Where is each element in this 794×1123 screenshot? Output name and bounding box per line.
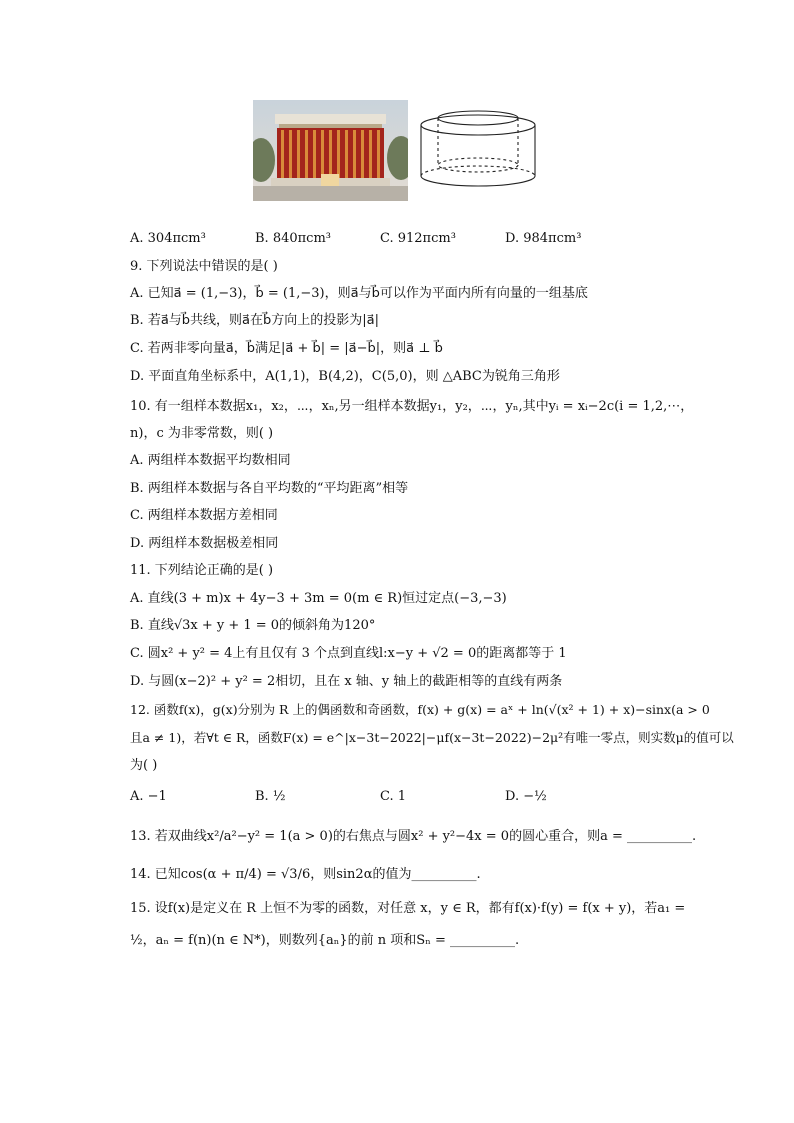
- q12-stem-line3: 为( ): [130, 758, 158, 773]
- q10-option-b: B. 两组样本数据与各自平均数的“平均距离”相等: [130, 481, 409, 496]
- cylinder-diagram: [415, 102, 545, 206]
- q12-option-c: C. 1: [380, 789, 407, 804]
- q8-option-b: B. 840πcm³: [255, 231, 331, 246]
- q10-stem-line1: 10. 有一组样本数据x₁，x₂，⋯，xₙ,另一组样本数据y₁，y₂，⋯，yₙ,其中yᵢ = xᵢ−2c(i = 1,2,⋯，: [130, 399, 694, 414]
- q15-line1: 15. 设f(x)是定义在 R 上恒不为零的函数，对任意 x，y ∈ R，都有f(x)·f(y) = f(x + y)，若a₁ =: [130, 901, 686, 916]
- q9-option-c: C. 若两非零向量a⃗，b⃗满足|a⃗ + b⃗| = |a⃗−b⃗|，则a⃗ ⊥ b⃗: [130, 341, 443, 356]
- q10-stem-line2: n)，c 为非零常数，则( ): [130, 426, 274, 441]
- q10-option-a: A. 两组样本数据平均数相同: [130, 453, 291, 468]
- q9-stem: 9. 下列说法中错误的是( ): [130, 259, 278, 274]
- q11-option-c: C. 圆x² + y² = 4上有且仅有 3 个点到直线l:x−y + √2 = 0的距离都等于 1: [130, 646, 567, 661]
- q11-stem: 11. 下列结论正确的是( ): [130, 563, 274, 578]
- q15-line2: ½，aₙ = f(n)(n ∈ N*)，则数列{aₙ}的前 n 项和Sₙ = __________.: [130, 933, 520, 948]
- q11-option-d: D. 与圆(x−2)² + y² = 2相切，且在 x 轴、y 轴上的截距相等的直线有两条: [130, 674, 563, 689]
- q12-stem-line2: 且a ≠ 1)，若∀t ∈ R，函数F(x) = e^|x−3t−2022|−μf(x−3t−2022)−2μ²有唯一零点，则实数μ的值可以: [130, 730, 734, 745]
- q12-option-a: A. −1: [130, 789, 167, 804]
- q8-option-a: A. 304πcm³: [130, 231, 206, 246]
- q9-option-b: B. 若a⃗与b⃗共线，则a⃗在b⃗方向上的投影为|a⃗|: [130, 313, 379, 328]
- q12-option-b: B. ½: [255, 789, 286, 804]
- q14-text: 14. 已知cos(α + π/4) = √3/6，则sin2α的值为__________.: [130, 867, 481, 882]
- q12-option-d: D. −½: [505, 789, 547, 804]
- q10-option-c: C. 两组样本数据方差相同: [130, 508, 278, 523]
- building-photo: [253, 100, 408, 201]
- q8-option-d: D. 984πcm³: [505, 231, 582, 246]
- q8-option-c: C. 912πcm³: [380, 231, 456, 246]
- q9-option-d: D. 平面直角坐标系中，A(1,1)，B(4,2)，C(5,0)，则 △ABC为锐角三角形: [130, 369, 560, 384]
- q11-option-a: A. 直线(3 + m)x + 4y−3 + 3m = 0(m ∈ R)恒过定点(−3,−3): [130, 591, 507, 606]
- q12-stem-line1: 12. 函数f(x)，g(x)分别为 R 上的偶函数和奇函数，f(x) + g(x) = aˣ + ln(√(x² + 1) + x)−sinx(a > 0: [130, 702, 710, 717]
- q11-option-b: B. 直线√3x + y + 1 = 0的倾斜角为120°: [130, 618, 376, 633]
- q13-text: 13. 若双曲线x²/a²−y² = 1(a > 0)的右焦点与圆x² + y²−4x = 0的圆心重合，则a = __________.: [130, 829, 697, 844]
- q10-option-d: D. 两组样本数据极差相同: [130, 536, 279, 551]
- q9-option-a: A. 已知a⃗ = (1,−3)，b⃗ = (1,−3)，则a⃗与b⃗可以作为平面内所有向量的一组基底: [130, 286, 588, 301]
